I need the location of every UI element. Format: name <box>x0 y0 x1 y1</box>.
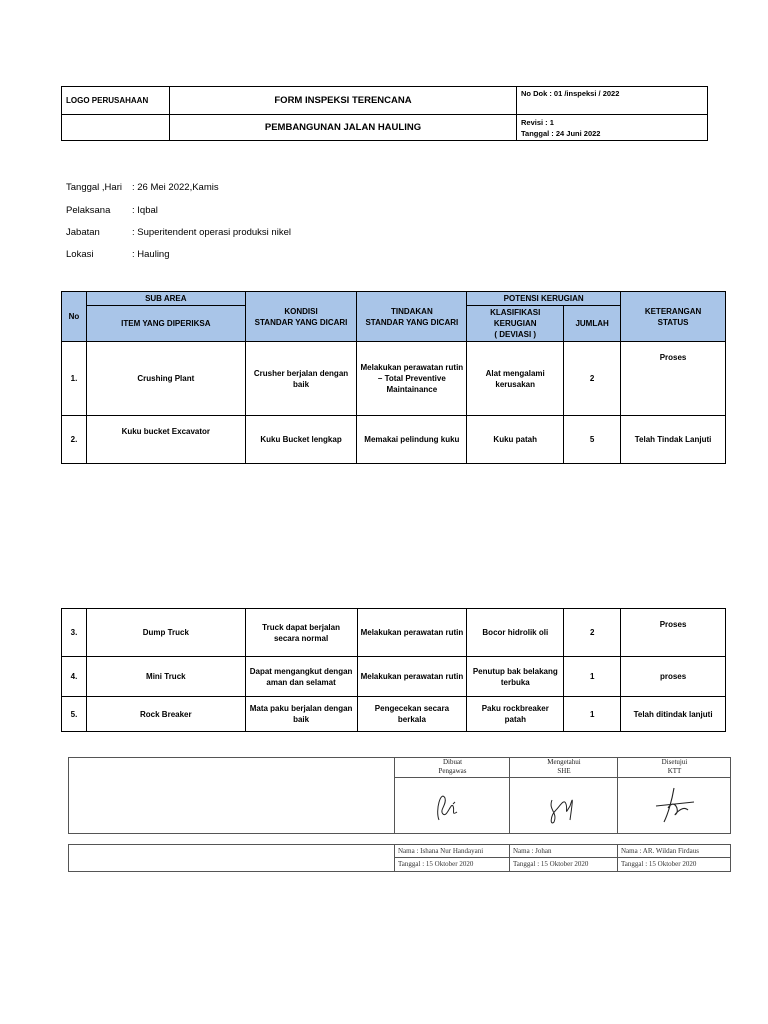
header-table <box>61 86 708 141</box>
signatory-date: Tanggal : 15 Oktober 2020 <box>513 860 589 868</box>
info-value: : Iqbal <box>132 205 158 216</box>
header-item: ITEM YANG DIPERIKSA <box>86 306 245 342</box>
signature-image <box>395 780 510 830</box>
row-no: 4. <box>62 657 87 697</box>
signatory-ktt <box>617 845 731 871</box>
signature-block <box>68 757 731 834</box>
table-row <box>62 342 726 416</box>
row-tindakan: Pengecekan secara berkala <box>357 697 467 732</box>
info-label: Jabatan <box>66 227 100 238</box>
row-tindakan: Memakai pelindung kuku <box>357 416 467 464</box>
header-no: No <box>62 292 87 342</box>
signature-role: Mengetahui SHE <box>510 758 618 778</box>
info-label: Pelaksana <box>66 205 111 216</box>
revision-date: Tanggal : 24 Juni 2022 <box>521 128 601 138</box>
info-value: : 26 Mei 2022,Kamis <box>132 182 219 193</box>
revision-cell <box>517 115 708 141</box>
signatory-she <box>509 845 618 871</box>
row-kondisi: Kuku Bucket lengkap <box>245 416 357 464</box>
info-value: : Superitendent operasi produksi nikel <box>132 227 291 238</box>
row-status: Proses <box>621 609 726 657</box>
row-klasifikasi: Paku rockbreaker patah <box>467 697 564 732</box>
row-tindakan: Melakukan perawatan rutin <box>357 657 467 697</box>
inspection-table-continued <box>61 608 726 732</box>
row-kondisi: Crusher berjalan dengan baik <box>245 342 357 416</box>
doc-number: No Dok : 01 /inspeksi / 2022 <box>517 87 708 115</box>
info-value: : Hauling <box>132 249 170 260</box>
row-tindakan: Melakukan perawatan rutin <box>357 609 467 657</box>
table-row <box>62 609 726 657</box>
inspection-info <box>66 182 366 272</box>
table-row <box>62 416 726 464</box>
signature-footer <box>68 844 731 872</box>
info-label: Tanggal ,Hari <box>66 182 122 193</box>
table-row <box>62 657 726 697</box>
row-no: 2. <box>62 416 87 464</box>
info-row-pelaksana <box>66 205 366 219</box>
row-item: Kuku bucket Excavator <box>86 416 245 464</box>
signature-role: Dibuat Pengawas <box>395 758 510 778</box>
info-row-lokasi <box>66 249 366 263</box>
row-jumlah: 2 <box>564 342 621 416</box>
row-no: 1. <box>62 342 87 416</box>
inspection-table <box>61 291 726 464</box>
row-kondisi: Truck dapat berjalan secara normal <box>245 609 357 657</box>
signature-image <box>618 780 731 830</box>
row-tindakan: Melakukan perawatan rutin – Total Preventive Maintainance <box>357 342 467 416</box>
row-no: 5. <box>62 697 87 732</box>
form-subtitle: PEMBANGUNAN JALAN HAULING <box>170 115 517 141</box>
signature-mengetahui <box>509 758 618 833</box>
info-label: Lokasi <box>66 249 94 260</box>
form-title: FORM INSPEKSI TERENCANA <box>170 87 517 115</box>
row-item: Mini Truck <box>86 657 245 697</box>
row-jumlah: 2 <box>564 609 621 657</box>
row-status: Telah ditindak lanjuti <box>621 697 726 732</box>
signatory-pengawas <box>394 845 510 871</box>
row-jumlah: 1 <box>564 657 621 697</box>
info-row-date <box>66 182 366 196</box>
signatory-name: Nama : Ishana Nur Handayani <box>395 845 510 858</box>
header-sub-area: SUB AREA <box>86 292 245 306</box>
header-jumlah: JUMLAH <box>564 306 621 342</box>
header-potensi: POTENSI KERUGIAN <box>467 292 621 306</box>
info-row-jabatan <box>66 227 366 241</box>
row-status: Proses <box>621 342 726 416</box>
signature-disetujui <box>617 758 731 833</box>
row-klasifikasi: Penutup bak belakang terbuka <box>467 657 564 697</box>
signatory-name: Nama : AR. Wildan Firdaus <box>618 845 731 858</box>
header-klasifikasi: KLASIFIKASI KERUGIAN ( DEVIASI ) <box>467 306 564 342</box>
row-klasifikasi: Kuku patah <box>467 416 564 464</box>
row-jumlah: 1 <box>564 697 621 732</box>
row-no: 3. <box>62 609 87 657</box>
signature-dibuat <box>394 758 510 833</box>
row-status: Telah Tindak Lanjuti <box>621 416 726 464</box>
header-tindakan: TINDAKAN STANDAR YANG DICARI <box>357 292 467 342</box>
signatory-date: Tanggal : 15 Oktober 2020 <box>398 860 474 868</box>
header-keterangan: KETERANGAN STATUS <box>621 292 726 342</box>
row-item: Crushing Plant <box>86 342 245 416</box>
signatory-date: Tanggal : 15 Oktober 2020 <box>621 860 697 868</box>
row-status: proses <box>621 657 726 697</box>
revision-value: Revisi : 1 <box>521 117 554 127</box>
row-jumlah: 5 <box>564 416 621 464</box>
signature-image <box>510 780 618 830</box>
row-item: Dump Truck <box>86 609 245 657</box>
row-klasifikasi: Alat mengalami kerusakan <box>467 342 564 416</box>
logo-empty-cell <box>62 115 170 141</box>
signatory-name: Nama : Johan <box>510 845 618 858</box>
row-item: Rock Breaker <box>86 697 245 732</box>
header-kondisi: KONDISI STANDAR YANG DICARI <box>245 292 357 342</box>
row-kondisi: Dapat mengangkut dengan aman dan selamat <box>245 657 357 697</box>
table-row <box>62 697 726 732</box>
row-kondisi: Mata paku berjalan dengan baik <box>245 697 357 732</box>
logo-placeholder: LOGO PERUSAHAAN <box>62 87 170 115</box>
signature-role: Disetujui KTT <box>618 758 731 778</box>
row-klasifikasi: Bocor hidrolik oli <box>467 609 564 657</box>
